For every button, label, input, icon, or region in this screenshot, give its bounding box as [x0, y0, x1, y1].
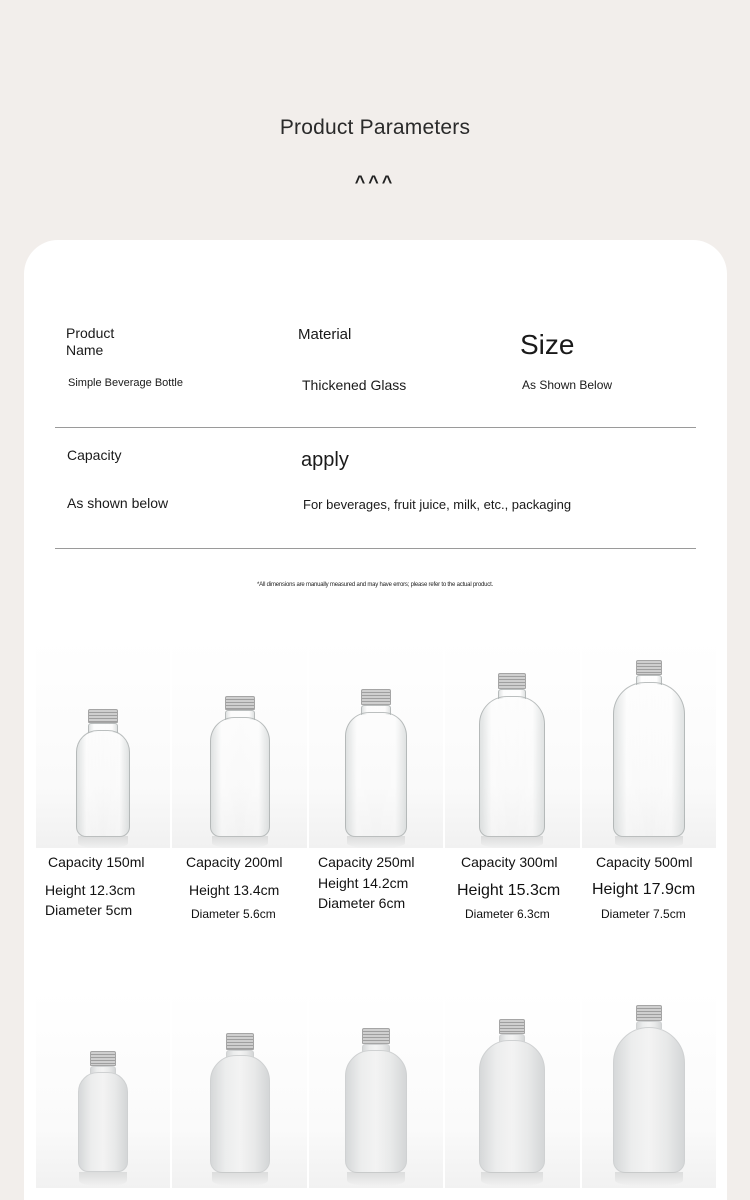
frosted-bottle-photo-300ml	[445, 990, 579, 1188]
bottle-body	[613, 1027, 685, 1173]
diameter-text: Diameter 5cm	[45, 902, 133, 918]
page-title: Product Parameters	[279, 116, 471, 139]
bottle-reflection	[347, 836, 405, 848]
bottle-photo-200ml	[172, 640, 306, 848]
bottle-body	[345, 1050, 407, 1173]
size-label: Size	[520, 329, 575, 360]
frosted-bottle-photo-200ml	[172, 990, 306, 1188]
size-value: As Shown Below	[522, 378, 613, 392]
apply-label: apply	[301, 449, 349, 471]
bottle-reflection	[79, 1172, 127, 1186]
bottle-body	[210, 1055, 270, 1173]
bottle-cap	[636, 660, 662, 675]
capacity-text: Capacity 500ml	[596, 854, 693, 870]
bottle-cap	[498, 673, 526, 689]
diameter-text: Diameter 6.3cm	[465, 907, 550, 921]
capacity-text: Capacity 250ml	[318, 854, 415, 870]
page-header	[0, 0, 750, 240]
height-text: Height 17.9cm	[592, 881, 696, 898]
product-name-label-line2: Name	[66, 341, 104, 358]
bottle-photo-500ml	[582, 640, 716, 848]
frosted-bottle-photo-500ml	[582, 990, 716, 1188]
bottle-photo-250ml	[309, 640, 443, 848]
bottle-cap	[88, 709, 118, 723]
bottle-body	[345, 712, 407, 837]
capacity-value: As shown below	[67, 495, 169, 511]
height-text: Height 15.3cm	[457, 882, 561, 899]
bottle-reflection	[481, 836, 543, 848]
bottle-cap	[361, 689, 391, 705]
capacity-text: Capacity 300ml	[461, 854, 558, 870]
bottle-body	[78, 1072, 128, 1172]
product-name-value: Simple Beverage Bottle	[68, 377, 183, 389]
clear-bottle-photos	[36, 640, 716, 848]
height-text: Height 14.2cm	[318, 875, 409, 891]
capacity-text: Capacity 200ml	[186, 854, 283, 870]
bottle-reflection	[212, 836, 268, 848]
diameter-text: Diameter 5.6cm	[191, 907, 276, 921]
bottle-cap	[90, 1051, 116, 1066]
bottle-reflection	[78, 836, 128, 848]
bottle-cap	[225, 696, 255, 710]
bottle-cap	[636, 1005, 662, 1021]
bottle-cap	[499, 1019, 525, 1034]
bottle-reflection	[615, 1172, 683, 1186]
caret-up-icons: ^^^	[354, 172, 396, 192]
product-name-label	[66, 325, 114, 359]
apply-value: For beverages, fruit juice, milk, etc., packaging	[303, 497, 572, 512]
frosted-bottle-photo-250ml	[309, 990, 443, 1188]
bottle-body	[76, 730, 130, 837]
diameter-text: Diameter 6cm	[318, 895, 406, 911]
divider-2	[55, 548, 696, 549]
diameter-text: Diameter 7.5cm	[601, 907, 686, 921]
bottle-body	[613, 682, 685, 837]
bottle-reflection	[347, 1172, 405, 1186]
bottle-photo-150ml	[36, 640, 170, 848]
bottle-cap	[362, 1028, 390, 1044]
bottle-reflection	[212, 1172, 268, 1186]
height-text: Height 13.4cm	[189, 882, 280, 898]
bottle-body	[479, 1040, 545, 1173]
bottle-cap	[226, 1033, 254, 1050]
frosted-bottle-photo-150ml	[36, 990, 170, 1188]
capacity-text: Capacity 150ml	[48, 854, 145, 870]
material-label: Material	[298, 326, 352, 343]
capacity-label: Capacity	[67, 447, 122, 463]
product-name-label-line1: Product	[66, 325, 115, 341]
disclaimer-note: *All dimensions are manually measured and may have errors; please refer to the actual product.	[257, 582, 493, 588]
bottle-reflection	[615, 836, 683, 848]
frosted-bottle-photos	[36, 990, 716, 1188]
material-value: Thickened Glass	[302, 377, 407, 393]
divider-1	[55, 427, 696, 428]
height-text: Height 12.3cm	[45, 882, 136, 898]
bottle-photo-300ml	[445, 640, 579, 848]
bottle-reflection	[481, 1172, 543, 1186]
bottle-body	[210, 717, 270, 837]
bottle-body	[479, 696, 545, 837]
